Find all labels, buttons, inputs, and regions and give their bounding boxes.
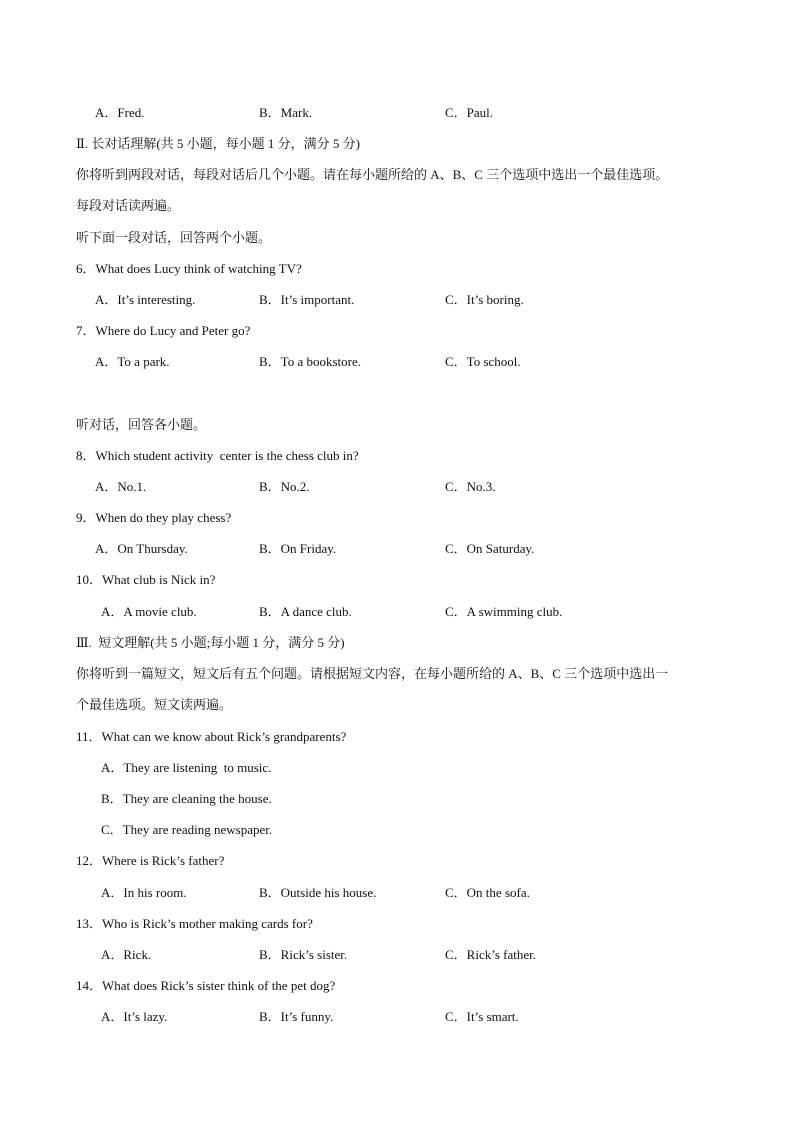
q10-option-a: A．A movie club.	[101, 604, 197, 619]
q6-option-c: C．It’s boring.	[445, 292, 524, 307]
q11-option-c: C．They are reading newspaper.	[101, 822, 273, 837]
q13-option-b: B．Rick’s sister.	[259, 947, 348, 962]
section3-instructions-2: 个最佳选项。短文读两遍。	[76, 697, 233, 712]
q12-option-b: B．Outside his house.	[259, 885, 377, 900]
question-7: 7．Where do Lucy and Peter go?	[76, 323, 251, 338]
section2-heading: Ⅱ. 长对话理解(共 5 小题，每小题 1 分，满分 5 分)	[76, 136, 360, 151]
q11-option-b: B．They are cleaning the house.	[101, 791, 272, 806]
section3-instructions-1: 你将听到一篇短文，短文后有五个问题。请根据短文内容，在每小题所给的 A、B、C 三个选项中选出一	[76, 666, 669, 681]
q5-option-c: C．Paul.	[445, 105, 494, 120]
q14-option-b: B．It’s funny.	[259, 1009, 334, 1024]
q6-option-b: B．It’s important.	[259, 292, 355, 307]
q8-option-b: B．No.2.	[259, 479, 310, 494]
section2-instructions-2: 每段对话读两遍。	[76, 198, 181, 213]
question-12: 12．Where is Rick’s father?	[76, 853, 225, 868]
q8-option-a: A．No.1.	[95, 479, 147, 494]
q5-option-a: A．Fred.	[95, 105, 145, 120]
dialogue1-intro: 听下面一段对话，回答两个小题。	[76, 230, 272, 245]
q12-option-a: A．In his room.	[101, 885, 187, 900]
q13-option-c: C．Rick’s father.	[445, 947, 536, 962]
question-11: 11．What can we know about Rick’s grandparents?	[76, 729, 347, 744]
q9-option-b: B．On Friday.	[259, 541, 337, 556]
q10-option-c: C．A swimming club.	[445, 604, 563, 619]
section2-instructions-1: 你将听到两段对话，每段对话后几个小题。请在每小题所给的 A、B、C 三个选项中选出一个最佳选项。	[76, 167, 669, 182]
question-8: 8．Which student activity center is the chess club in?	[76, 448, 359, 463]
q13-option-a: A．Rick.	[101, 947, 152, 962]
q11-option-a: A．They are listening to music.	[101, 760, 272, 775]
q7-option-a: A．To a park.	[95, 354, 170, 369]
q14-option-a: A．It’s lazy.	[101, 1009, 168, 1024]
question-10: 10．What club is Nick in?	[76, 572, 216, 587]
q6-option-a: A．It’s interesting.	[95, 292, 196, 307]
q10-option-b: B．A dance club.	[259, 604, 352, 619]
q14-option-c: C．It’s smart.	[445, 1009, 519, 1024]
section3-heading: Ⅲ. 短文理解(共 5 小题;每小题 1 分，满分 5 分)	[76, 635, 345, 650]
question-14: 14．What does Rick’s sister think of the pet dog?	[76, 978, 336, 993]
question-9: 9．When do they play chess?	[76, 510, 232, 525]
question-13: 13．Who is Rick’s mother making cards for?	[76, 916, 313, 931]
q9-option-c: C．On Saturday.	[445, 541, 535, 556]
question-6: 6．What does Lucy think of watching TV?	[76, 261, 302, 276]
q8-option-c: C．No.3.	[445, 479, 496, 494]
dialogue2-intro: 听对话，回答各小题。	[76, 417, 207, 432]
q12-option-c: C．On the sofa.	[445, 885, 530, 900]
q7-option-c: C．To school.	[445, 354, 521, 369]
q9-option-a: A．On Thursday.	[95, 541, 188, 556]
q7-option-b: B．To a bookstore.	[259, 354, 361, 369]
q5-option-b: B．Mark.	[259, 105, 313, 120]
